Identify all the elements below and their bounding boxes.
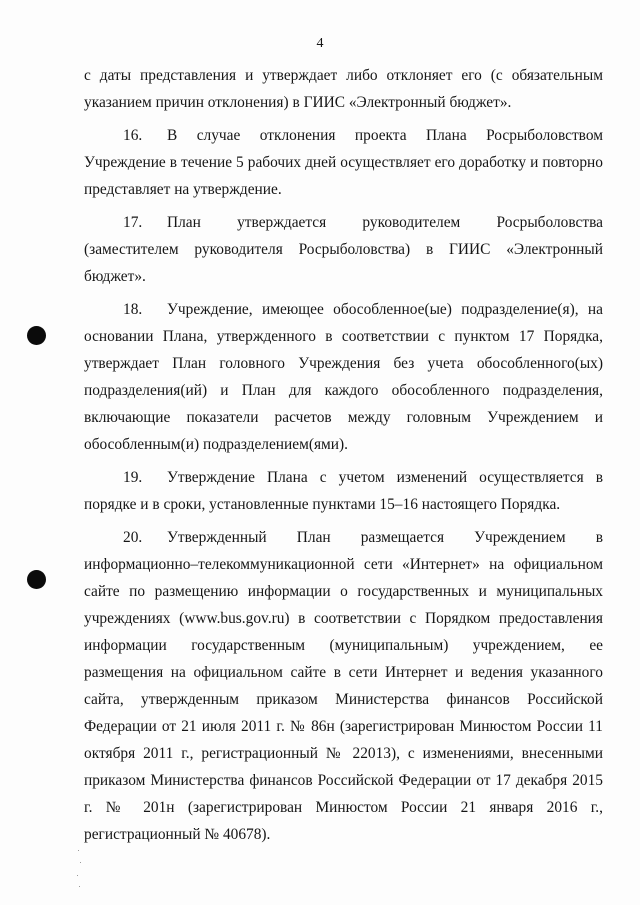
paragraph-text: Утверждение Плана с учетом изменений осуществляется в порядке и в сроки, установленные пунктами 15–16 настоящего Порядка. xyxy=(84,469,603,513)
scan-speck xyxy=(80,862,81,863)
paragraph-18 xyxy=(84,296,603,458)
paragraph-text: Учреждение, имеющее обособленное(ые) подразделение(я), на основании Плана, утвержденного в соответствии с пунктом 17 Порядка, утверждает План головного Учреждения без учета обособленного(ых) подразделения(ий) и План для каждого обособленного подразделения, включающие показатели расчетов между головным Учреждением и обособленным(и) подразделением(ями). xyxy=(84,301,603,453)
scan-speck xyxy=(79,886,80,887)
paragraph-text: Утвержденный План размещается Учреждением в информационно–телекоммуникационной сети «Интернет» на официальном сайте по размещению информации о государственных и муниципальных учреждениях (www.bus.gov.ru) в соответствии с Порядком предоставления информации государственным (муниципальным) учреждением, ее размещения на официальном сайте в сети Интернет и ведения указанного сайта, утвержденным приказом Министерства финансов Российской Федерации от 21 июля 2011 г. № 86н (зарегистрирован Минюстом России 11 октября 2011 г., регистрационный № 22013), с изменениями, внесенными приказом Министерства финансов Российской Федерации от 17 декабря 2015 г. № 201н (зарегистрирован Минюстом России 21 января 2016 г., регистрационный № 40678). xyxy=(84,529,603,843)
punch-hole-mark xyxy=(27,326,46,345)
paragraph-text: В случае отклонения проекта Плана Росрыболовством Учреждение в течение 5 рабочих дней осуществляет его доработку и повторно представляет на утверждение. xyxy=(84,127,603,198)
paragraph-number: 17. xyxy=(123,214,143,231)
paragraph-17 xyxy=(84,209,603,290)
page-number: 4 xyxy=(316,36,324,51)
paragraph-20 xyxy=(84,524,603,848)
scan-speck xyxy=(77,875,78,876)
paragraph-number: 19. xyxy=(123,469,143,486)
paragraph-16 xyxy=(84,122,603,203)
paragraph-number: 16. xyxy=(123,127,143,144)
paragraph-number: 20. xyxy=(123,529,143,546)
paragraph-continuation xyxy=(84,62,603,116)
paragraph-text: План утверждается руководителем Росрыболовства (заместителем руководителя Росрыболовства) в ГИИС «Электронный бюджет». xyxy=(84,214,603,285)
paragraph-text: с даты представления и утверждает либо отклоняет его (с обязательным указанием причин отклонения) в ГИИС «Электронный бюджет». xyxy=(84,67,603,111)
paragraph-number: 18. xyxy=(123,301,143,318)
scan-speck xyxy=(78,850,79,851)
document-body xyxy=(84,62,603,848)
punch-hole-mark xyxy=(27,570,46,589)
paragraph-19 xyxy=(84,464,603,518)
